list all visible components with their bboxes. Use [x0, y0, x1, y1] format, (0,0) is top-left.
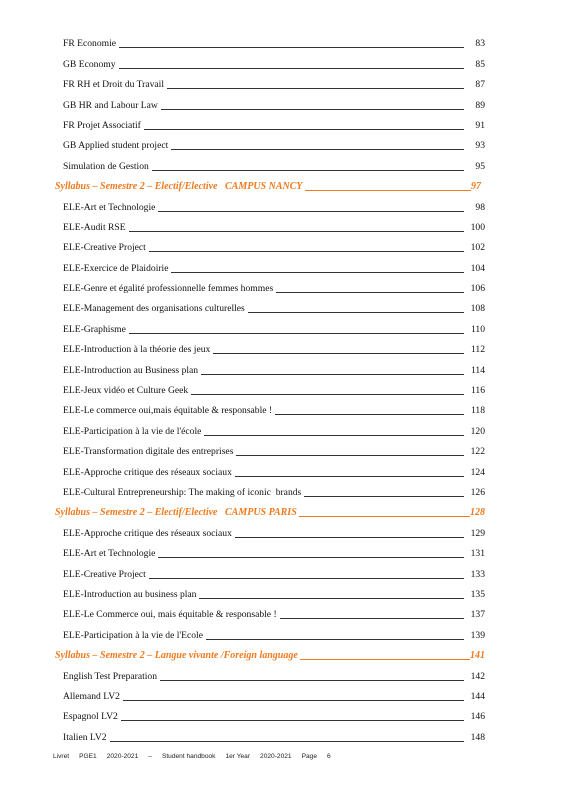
toc-leader-line	[235, 536, 464, 538]
footer-year-label: 1er Year	[225, 753, 251, 760]
toc-label: ELE-Le Commerce oui, mais équitable & responsable !	[63, 609, 277, 621]
toc-section-heading[interactable]	[55, 173, 485, 193]
toc-entry[interactable]	[55, 193, 485, 213]
toc-page-number: 135	[470, 588, 485, 600]
toc-entry[interactable]	[55, 152, 485, 172]
toc-leader-line	[299, 515, 470, 517]
toc-leader-line	[119, 46, 464, 48]
toc-label: English Test Preparation	[63, 670, 158, 682]
toc-page-number: 144	[470, 690, 485, 702]
toc-leader-line	[123, 699, 464, 701]
toc-label: ELE-Genre et égalité professionnelle femmes hommes	[63, 283, 274, 295]
toc-leader-line	[248, 311, 464, 313]
toc-label: GB HR and Labour Law	[63, 99, 158, 111]
toc-page-number: 112	[470, 344, 485, 356]
toc-leader-line	[144, 128, 464, 130]
toc-label: ELE-Approche critique des réseaux sociaux	[63, 527, 232, 539]
toc-label: ELE-Art et Technologie	[63, 548, 156, 560]
toc-entry[interactable]	[55, 254, 485, 274]
toc-leader-line	[171, 271, 464, 273]
toc-entry[interactable]	[55, 703, 485, 723]
toc-entry[interactable]	[55, 601, 485, 621]
toc-leader-line	[160, 679, 464, 681]
toc-leader-line	[204, 434, 464, 436]
toc-label: FR RH et Droit du Travail	[63, 79, 165, 91]
toc-label: ELE-Cultural Entrepreneurship: The making of iconic brands	[63, 486, 302, 498]
toc-label: ELE-Jeux vidéo et Culture Geek	[63, 385, 189, 397]
toc-leader-line	[206, 638, 464, 640]
toc-page-number: 116	[470, 385, 485, 397]
toc-entry[interactable]	[55, 336, 485, 356]
toc-leader-line	[236, 454, 464, 456]
toc-entry[interactable]	[55, 621, 485, 641]
toc-leader-line	[304, 495, 464, 497]
toc-label: ELE-Graphisme	[63, 323, 126, 335]
toc-leader-line	[201, 373, 464, 375]
toc-label: ELE-Exercice de Plaidoirie	[63, 262, 169, 274]
footer-program: PGE1	[79, 753, 97, 760]
toc-label: ELE-Art et Technologie	[63, 201, 156, 213]
toc-label: ELE-Management des organisations culturelles	[63, 303, 245, 315]
toc-leader-line	[149, 577, 464, 579]
toc-page-number: 89	[475, 99, 485, 111]
toc-page-number: 118	[470, 405, 485, 417]
toc-page-number: 110	[470, 323, 485, 335]
toc-leader-line	[158, 210, 464, 212]
toc-entry[interactable]	[55, 540, 485, 560]
toc-leader-line	[110, 740, 464, 742]
footer-page-label: Page	[301, 753, 317, 760]
toc-page-number: 93	[475, 140, 485, 152]
toc-entry[interactable]	[55, 723, 485, 743]
toc-leader-line	[119, 67, 465, 69]
toc-page-number: 91	[475, 119, 485, 131]
toc-entry[interactable]	[55, 683, 485, 703]
footer-year-range: 2020-2021	[106, 753, 139, 760]
toc-leader-line	[275, 413, 464, 415]
toc-page-number: 98	[475, 201, 485, 213]
toc-page-number: 139	[470, 629, 485, 641]
toc-leader-line	[276, 291, 464, 293]
toc-page-number: 126	[470, 486, 485, 498]
toc-label: ELE-Approche critique des réseaux sociaux	[63, 466, 232, 478]
toc-entry[interactable]	[55, 91, 485, 111]
toc-label: ELE-Introduction au business plan	[63, 588, 197, 600]
toc-label: Syllabus – Semestre 2 – Langue vivante /Foreign language	[55, 650, 298, 662]
toc-entry[interactable]	[55, 50, 485, 70]
toc-page-number: 83	[475, 38, 485, 50]
toc-leader-line	[199, 597, 464, 599]
toc-entry[interactable]	[55, 662, 485, 682]
toc-entry[interactable]	[55, 30, 485, 50]
toc-entry[interactable]	[55, 234, 485, 254]
toc-leader-line	[149, 250, 464, 252]
toc-page-number: 122	[470, 446, 485, 458]
toc-page-number: 142	[470, 670, 485, 682]
toc-label: ELE-Le commerce oui,mais équitable & responsable !	[63, 405, 273, 417]
toc-leader-line	[305, 189, 472, 191]
toc-entry[interactable]	[55, 275, 485, 295]
toc-page-number: 120	[470, 425, 485, 437]
toc-leader-line	[167, 87, 464, 89]
toc-label: ELE-Audit RSE	[63, 221, 126, 233]
toc-label: ELE-Participation à la vie de l'Ecole	[63, 629, 203, 641]
toc-label: ELE-Creative Project	[63, 568, 146, 580]
toc-label: GB Economy	[63, 58, 116, 70]
toc-page-number: 100	[470, 221, 485, 233]
toc-label: Italien LV2	[63, 731, 107, 743]
toc-entry[interactable]	[55, 397, 485, 417]
toc-label: ELE-Introduction à la théorie des jeux	[63, 344, 211, 356]
toc-page-number: 102	[470, 242, 485, 254]
toc-leader-line	[300, 658, 470, 660]
toc-label: Syllabus – Semestre 2 – Electif/Elective CAMPUS PARIS	[55, 507, 297, 519]
toc-entry[interactable]	[55, 458, 485, 478]
toc-leader-line	[171, 148, 464, 150]
toc-label: ELE-Creative Project	[63, 242, 146, 254]
toc-entry[interactable]	[55, 295, 485, 315]
toc-entry[interactable]	[55, 438, 485, 458]
page-footer	[53, 753, 331, 760]
table-of-contents	[55, 30, 485, 744]
toc-entry[interactable]	[55, 315, 485, 335]
toc-page-number: 114	[470, 364, 485, 376]
toc-page-number: 104	[470, 262, 485, 274]
toc-page-number: 137	[470, 609, 485, 621]
footer-doc: Livret	[53, 753, 70, 760]
toc-leader-line	[152, 169, 464, 171]
toc-label: ELE-Introduction au Business plan	[63, 364, 199, 376]
footer-year-range-2: 2020-2021	[260, 753, 292, 760]
toc-section-heading[interactable]	[55, 642, 485, 662]
toc-leader-line	[129, 230, 464, 232]
toc-entry[interactable]	[55, 560, 485, 580]
toc-leader-line	[213, 352, 464, 354]
toc-entry[interactable]	[55, 71, 485, 91]
toc-page-number: 87	[475, 79, 485, 91]
toc-leader-line	[129, 332, 464, 334]
toc-page-number: 128	[470, 507, 485, 519]
toc-leader-line	[161, 108, 464, 110]
toc-page-number: 95	[475, 160, 485, 172]
toc-leader-line	[235, 475, 464, 477]
toc-section-heading[interactable]	[55, 499, 485, 519]
toc-label: GB Applied student project	[63, 140, 169, 152]
toc-leader-line	[280, 617, 464, 619]
toc-page-number: 131	[470, 548, 485, 560]
toc-entry[interactable]	[55, 479, 485, 499]
toc-label: ELE-Participation à la vie de l'école	[63, 425, 202, 437]
toc-leader-line	[158, 556, 464, 558]
toc-page-number: 85	[475, 58, 485, 70]
toc-entry[interactable]	[55, 377, 485, 397]
toc-entry[interactable]	[55, 417, 485, 437]
toc-label: Allemand LV2	[63, 690, 120, 702]
toc-label: FR Projet Associatif	[63, 119, 141, 131]
toc-page-number: 148	[470, 731, 485, 743]
toc-entry[interactable]	[55, 356, 485, 376]
toc-page-number: 133	[470, 568, 485, 580]
toc-entry[interactable]	[55, 519, 485, 539]
toc-page-number: 141	[470, 650, 485, 662]
toc-label: Syllabus – Semestre 2 – Electif/Elective CAMPUS NANCY	[55, 181, 303, 193]
footer-page-number: 6	[327, 753, 331, 760]
toc-page-number: 106	[470, 283, 485, 295]
toc-leader-line	[121, 719, 464, 721]
toc-page-number: 97	[471, 181, 481, 193]
toc-page-number: 129	[470, 527, 485, 539]
footer-dash: –	[148, 753, 152, 760]
toc-label: FR Economie	[63, 38, 117, 50]
toc-entry[interactable]	[55, 581, 485, 601]
footer-handbook: Student handbook	[161, 753, 216, 760]
toc-entry[interactable]	[55, 132, 485, 152]
toc-label: Simulation de Gestion	[63, 160, 149, 172]
toc-leader-line	[191, 393, 464, 395]
toc-entry[interactable]	[55, 214, 485, 234]
toc-entry[interactable]	[55, 112, 485, 132]
toc-page-number: 108	[470, 303, 485, 315]
toc-label: ELE-Transformation digitale des entreprises	[63, 446, 234, 458]
toc-page-number: 124	[470, 466, 485, 478]
toc-label: Espagnol LV2	[63, 711, 118, 723]
toc-page-number: 146	[470, 711, 485, 723]
